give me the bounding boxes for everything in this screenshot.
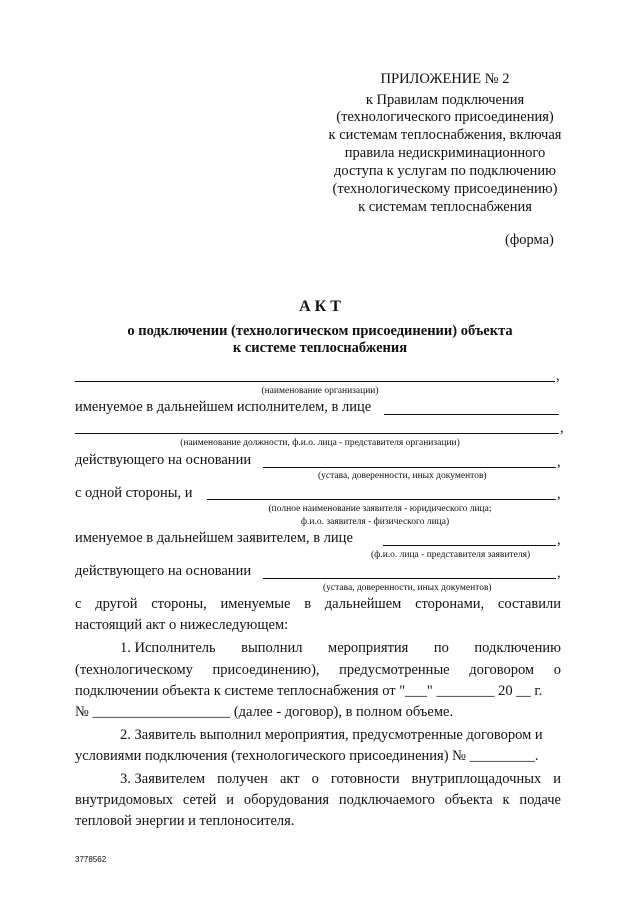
- applicant-text: именуемое в дальнейшем заявителем, в лице: [75, 530, 353, 546]
- header-line-6: доступа к услугам по подключению: [334, 163, 556, 179]
- p3-line-2: [75, 792, 561, 809]
- header-line-3: (технологического присоединения): [336, 109, 554, 125]
- header-line-4: к системам теплоснабжения, включая: [328, 127, 562, 143]
- basis-text-2: действующего на основании: [75, 563, 252, 579]
- position-caption: (наименование должности, ф.и.о. лица - представителя организации): [180, 438, 460, 448]
- org-name-blank[interactable]: [75, 381, 555, 382]
- other-side-line-1: [75, 596, 561, 613]
- executor-rep-blank[interactable]: [384, 414, 559, 415]
- basis-comma-1: ,: [557, 454, 561, 470]
- word: договором: [469, 662, 535, 678]
- basis-caption-1: (устава, доверенности, иных документов): [318, 471, 487, 481]
- header-line-2: к Правилам подключения: [365, 92, 525, 108]
- word: по: [433, 640, 449, 656]
- word: 1. Исполнитель: [120, 640, 216, 656]
- word: присоединению),: [212, 662, 320, 678]
- word: о: [311, 771, 319, 787]
- word: дальнейшем: [324, 596, 402, 612]
- word: выполнил: [241, 640, 303, 656]
- word: составили: [497, 596, 561, 612]
- org-caption: (наименование организации): [261, 386, 379, 396]
- header-line-5: правила недискриминационного: [344, 145, 546, 161]
- word: подключаемого: [338, 792, 435, 808]
- word: и: [553, 771, 561, 787]
- act-title: А К Т: [299, 298, 341, 315]
- applicant-rep-blank[interactable]: [383, 545, 556, 546]
- word: сторонами,: [415, 596, 485, 612]
- header-line-1: ПРИЛОЖЕНИЕ № 2: [380, 71, 510, 87]
- doc-code: 3778562: [75, 855, 107, 864]
- applicant-rep-caption: (ф.и.о. лица - представителя заявителя): [371, 550, 531, 560]
- one-side-text: с одной стороны, и: [75, 485, 193, 501]
- word: мероприятия: [328, 640, 409, 656]
- basis-text-1: действующего на основании: [75, 452, 252, 468]
- word: оборудования: [243, 792, 330, 808]
- word: сетей: [182, 792, 217, 808]
- position-blank[interactable]: [75, 433, 559, 434]
- word: в: [304, 596, 312, 612]
- p1-line-4: № ___________________ (далее - договор), в полном объеме.: [75, 704, 454, 720]
- word: и: [226, 792, 235, 808]
- word: получен: [217, 771, 268, 787]
- form-label: (форма): [505, 232, 554, 248]
- word: подаче: [519, 792, 561, 808]
- word: акт: [279, 771, 300, 787]
- word: другой: [95, 596, 138, 612]
- word: внутридомовых: [75, 792, 173, 808]
- applicant-name-blank[interactable]: [207, 499, 556, 500]
- applicant-comma: ,: [557, 486, 561, 502]
- position-comma: ,: [560, 420, 564, 436]
- p1-line-3: подключении объекта к системе теплоснабжения от "___" ________ 20 __ г.: [75, 683, 543, 699]
- applicant-caption-1: (полное наименование заявителя - юридического лица;: [268, 504, 492, 514]
- word: стороны,: [151, 596, 207, 612]
- word: предусмотренные: [339, 662, 450, 678]
- executor-text: именуемое в дальнейшем исполнителем, в лице: [75, 399, 372, 415]
- basis-caption-2: (устава, доверенности, иных документов): [323, 583, 492, 593]
- word: подключению: [474, 640, 561, 656]
- word: (технологическому: [75, 662, 193, 678]
- header-line-7: (технологическому присоединению): [332, 181, 558, 197]
- basis-blank-2[interactable]: [263, 578, 556, 579]
- applicant-caption-2: ф.и.о. заявителя - физического лица): [300, 517, 450, 527]
- other-side-line-2: настоящий акт о нижеследующем:: [75, 617, 289, 633]
- word: 3. Заявителем: [120, 771, 206, 787]
- p2-line-2: условиями подключения (технологического присоединения) № _________.: [75, 748, 539, 764]
- act-subtitle-line-1: о подключении (технологическом присоединении) объекта: [127, 323, 513, 339]
- header-line-8: к системам теплоснабжения: [358, 199, 532, 215]
- applicant-rep-comma: ,: [557, 532, 561, 548]
- p1-line-2: [75, 662, 561, 679]
- word: объекта: [444, 792, 493, 808]
- act-subtitle-line-2: к системе теплоснабжения: [232, 340, 408, 356]
- word: к: [502, 792, 510, 808]
- org-comma: ,: [556, 368, 560, 384]
- word: внутриплощадочных: [411, 771, 542, 787]
- p2-line-1: 2. Заявитель выполнил мероприятия, предусмотренные договором и: [120, 727, 543, 743]
- p1-line-1: [120, 640, 561, 657]
- p3-line-3: тепловой энергии и теплоносителя.: [75, 813, 295, 829]
- basis-comma-2: ,: [557, 565, 561, 581]
- word: с: [75, 596, 82, 612]
- word: готовности: [330, 771, 400, 787]
- basis-blank-1[interactable]: [263, 467, 556, 468]
- word: именуемые: [220, 596, 291, 612]
- p3-line-1: [120, 771, 561, 788]
- word: о: [553, 662, 561, 678]
